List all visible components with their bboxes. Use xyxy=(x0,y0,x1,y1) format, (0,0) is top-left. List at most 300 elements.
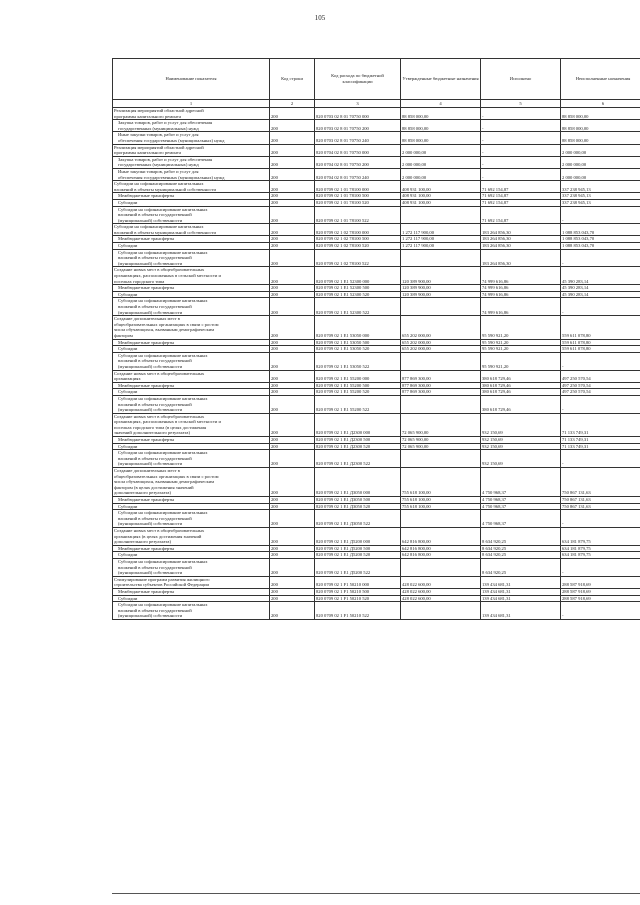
row-executed-amount: 4 750 968,37 xyxy=(481,497,561,504)
table-row xyxy=(113,468,640,497)
row-line-code: 200 xyxy=(270,503,315,510)
row-line-code: 200 xyxy=(270,602,315,620)
row-executed-amount: 95 590 921,20 xyxy=(481,339,561,346)
table-row xyxy=(113,450,640,468)
row-name: Субсидии xyxy=(113,346,270,353)
row-name: Создание новых мест в общеобразовательных организациях, расположенных в сельской местности и поселках городского типа xyxy=(113,267,270,285)
row-classification-code: 820 0709 02 1 01 78100 500 xyxy=(315,193,401,200)
row-classification-code: 820 0709 02 1 F1 50210 500 xyxy=(315,588,401,595)
row-unexecuted-amount: 497 250 570,54 xyxy=(561,370,640,382)
column-number: 4 xyxy=(401,100,481,108)
row-unexecuted-amount: 750 867 131,63 xyxy=(561,497,640,504)
row-approved-amount: 120 389 900,00 xyxy=(401,291,481,298)
table-row xyxy=(113,588,640,595)
row-approved-amount xyxy=(401,510,481,528)
row-unexecuted-amount: 337 238 945,13 xyxy=(561,181,640,193)
row-executed-amount: 139 434 681,31 xyxy=(481,602,561,620)
header-unexecuted: Неисполненные назначения xyxy=(561,59,640,100)
header-approved: Утвержденные бюджетные назначения xyxy=(401,59,481,100)
row-executed-amount: 71 692 154,87 xyxy=(481,181,561,193)
row-unexecuted-amount: - xyxy=(561,352,640,370)
row-name: Создание новых мест в общеобразовательных организациях, расположенных в сельской местности и поселках городского типа (в целях достижения значений дополнительного результата) xyxy=(113,413,270,436)
row-approved-amount: 1 272 117 900,00 xyxy=(401,224,481,236)
row-executed-amount: 139 434 681,31 xyxy=(481,588,561,595)
row-executed-amount: 71 692 154,87 xyxy=(481,193,561,200)
row-approved-amount: 88 858 000,00 xyxy=(401,132,481,144)
row-name: Создание дополнительных мест в общеобразовательных организациях в связи с ростом числа обучающихся, вызванным демографическим фактором xyxy=(113,316,270,339)
row-name: Субсидии на софинансирование капитальных вложений в объекты государственной (муниципальной) собственности xyxy=(113,206,270,224)
row-executed-amount: 8 634 920,25 xyxy=(481,545,561,552)
row-line-code: 200 xyxy=(270,588,315,595)
row-classification-code: 820 0709 02 1 E1 53050 522 xyxy=(315,352,401,370)
row-name: Субсидии xyxy=(113,199,270,206)
column-number: 1 xyxy=(113,100,270,108)
row-line-code: 200 xyxy=(270,249,315,267)
row-line-code: 200 xyxy=(270,370,315,382)
row-line-code: 200 xyxy=(270,346,315,353)
row-name: Иные закупки товаров, работ и услуг для обеспечения государственных (муниципальных) нужд xyxy=(113,132,270,144)
table-row xyxy=(113,413,640,436)
table-row xyxy=(113,199,640,206)
row-unexecuted-amount: - xyxy=(561,249,640,267)
row-approved-amount: 655 202 000,00 xyxy=(401,346,481,353)
row-line-code: 200 xyxy=(270,316,315,339)
row-line-code: 200 xyxy=(270,132,315,144)
row-classification-code: 820 0709 02 1 02 78100 520 xyxy=(315,243,401,250)
row-line-code: 200 xyxy=(270,267,315,285)
row-name: Реализация мероприятий областной адресной программы капитального ремонта xyxy=(113,144,270,156)
row-unexecuted-amount: 288 587 918,69 xyxy=(561,588,640,595)
column-number: 3 xyxy=(315,100,401,108)
row-name: Создание новых мест в общеобразовательных организациях (в целях достижения значений дополнительного результата) xyxy=(113,527,270,545)
row-classification-code: 820 0709 02 1 E1 53050 500 xyxy=(315,339,401,346)
row-unexecuted-amount: - xyxy=(561,510,640,528)
row-approved-amount: 72 065 900,00 xyxy=(401,443,481,450)
table-row xyxy=(113,545,640,552)
row-name: Субсидии на софинансирование капитальных вложений в объекты государственной (муниципальной) собственности xyxy=(113,395,270,413)
row-classification-code: 820 0709 02 1 E1 52300 000 xyxy=(315,267,401,285)
row-classification-code: 820 0709 02 1 E1 55200 500 xyxy=(315,382,401,389)
row-approved-amount: 655 202 000,00 xyxy=(401,316,481,339)
table-row xyxy=(113,298,640,316)
row-classification-code: 820 0709 02 1 E1 55200 000 xyxy=(315,370,401,382)
row-approved-amount xyxy=(401,450,481,468)
row-classification-code: 820 0709 02 1 E1 52300 500 xyxy=(315,285,401,292)
row-classification-code: 820 0709 02 1 E1 Д5200 522 xyxy=(315,558,401,576)
row-approved-amount xyxy=(401,602,481,620)
row-line-code: 200 xyxy=(270,236,315,243)
row-approved-amount xyxy=(401,206,481,224)
row-approved-amount: 408 931 100,00 xyxy=(401,199,481,206)
row-unexecuted-amount: - xyxy=(561,395,640,413)
row-unexecuted-amount: - xyxy=(561,450,640,468)
row-classification-code: 820 0709 02 1 E1 Д5200 500 xyxy=(315,545,401,552)
row-executed-amount: 8 634 920,25 xyxy=(481,527,561,545)
row-executed-amount: 74 999 616,86 xyxy=(481,291,561,298)
row-classification-code: 820 0709 02 1 E1 Д2300 000 xyxy=(315,413,401,436)
row-approved-amount: 2 000 000,00 xyxy=(401,144,481,156)
row-executed-amount: 74 999 616,86 xyxy=(481,267,561,285)
row-approved-amount: 88 858 000,00 xyxy=(401,120,481,132)
row-executed-amount: - xyxy=(481,132,561,144)
row-unexecuted-amount: - xyxy=(561,206,640,224)
row-name: Субсидии на софинансирование капитальных вложений в объекты государственной (муниципальной) собственности xyxy=(113,558,270,576)
row-name: Субсидии xyxy=(113,243,270,250)
table-row xyxy=(113,339,640,346)
row-classification-code: 820 0709 02 1 F1 50210 520 xyxy=(315,595,401,602)
row-executed-amount: - xyxy=(481,144,561,156)
row-unexecuted-amount: 88 858 000,00 xyxy=(561,108,640,120)
table-row xyxy=(113,120,640,132)
row-approved-amount xyxy=(401,298,481,316)
row-executed-amount: 139 434 681,31 xyxy=(481,576,561,588)
row-unexecuted-amount: - xyxy=(561,602,640,620)
row-unexecuted-amount: 559 611 078,80 xyxy=(561,316,640,339)
row-approved-amount: 428 022 600,00 xyxy=(401,595,481,602)
row-unexecuted-amount: 634 181 879,75 xyxy=(561,552,640,559)
row-classification-code: 820 0703 02 8 01 70750 240 xyxy=(315,132,401,144)
column-number: 5 xyxy=(481,100,561,108)
table-row xyxy=(113,443,640,450)
table-header-row xyxy=(113,59,640,100)
row-unexecuted-amount: 88 858 000,00 xyxy=(561,132,640,144)
row-unexecuted-amount: 1 088 853 043,70 xyxy=(561,243,640,250)
row-approved-amount: 642 816 800,00 xyxy=(401,527,481,545)
row-approved-amount: 755 618 100,00 xyxy=(401,497,481,504)
row-classification-code: 820 0704 02 8 01 70750 200 xyxy=(315,156,401,168)
row-line-code: 200 xyxy=(270,144,315,156)
row-name: Межбюджетные трансферты xyxy=(113,236,270,243)
table-row xyxy=(113,527,640,545)
table-row xyxy=(113,389,640,396)
row-unexecuted-amount: 88 858 000,00 xyxy=(561,120,640,132)
row-approved-amount xyxy=(401,352,481,370)
row-line-code: 200 xyxy=(270,545,315,552)
row-approved-amount xyxy=(401,558,481,576)
row-executed-amount: 380 618 729,46 xyxy=(481,382,561,389)
table-row xyxy=(113,370,640,382)
row-classification-code: 820 0709 02 1 E1 55200 522 xyxy=(315,395,401,413)
header-executed: Исполнено xyxy=(481,59,561,100)
row-executed-amount: 74 999 616,86 xyxy=(481,298,561,316)
row-line-code: 200 xyxy=(270,389,315,396)
row-line-code: 200 xyxy=(270,291,315,298)
row-unexecuted-amount: - xyxy=(561,558,640,576)
table-row xyxy=(113,497,640,504)
table-row xyxy=(113,168,640,180)
row-executed-amount: 8 634 920,25 xyxy=(481,552,561,559)
row-approved-amount: 2 000 000,00 xyxy=(401,156,481,168)
row-classification-code: 820 0709 02 1 E1 Д2300 522 xyxy=(315,450,401,468)
row-line-code: 200 xyxy=(270,576,315,588)
row-unexecuted-amount: 45 390 283,14 xyxy=(561,291,640,298)
row-approved-amount: 2 000 000,00 xyxy=(401,168,481,180)
row-line-code: 200 xyxy=(270,224,315,236)
row-executed-amount: 95 590 921,20 xyxy=(481,352,561,370)
row-executed-amount: 8 634 920,25 xyxy=(481,558,561,576)
row-name: Межбюджетные трансферты xyxy=(113,193,270,200)
table-row xyxy=(113,206,640,224)
row-executed-amount: 95 590 921,20 xyxy=(481,346,561,353)
table-row xyxy=(113,576,640,588)
row-executed-amount: 380 618 729,46 xyxy=(481,389,561,396)
table-row xyxy=(113,193,640,200)
row-name: Субсидии xyxy=(113,389,270,396)
row-executed-amount: 4 750 968,37 xyxy=(481,510,561,528)
row-unexecuted-amount: 71 133 749,31 xyxy=(561,443,640,450)
row-unexecuted-amount: 559 611 078,80 xyxy=(561,339,640,346)
row-classification-code: 820 0709 02 1 E1 Д3050 522 xyxy=(315,510,401,528)
row-unexecuted-amount: 497 250 570,54 xyxy=(561,382,640,389)
row-approved-amount: 428 022 600,00 xyxy=(401,576,481,588)
row-executed-amount: 4 750 968,37 xyxy=(481,468,561,497)
row-unexecuted-amount: - xyxy=(561,298,640,316)
row-line-code: 200 xyxy=(270,527,315,545)
row-executed-amount: 380 618 729,46 xyxy=(481,370,561,382)
column-number: 6 xyxy=(561,100,640,108)
table-row xyxy=(113,602,640,620)
row-line-code: 200 xyxy=(270,193,315,200)
row-name: Межбюджетные трансферты xyxy=(113,285,270,292)
row-classification-code: 820 0709 02 1 E1 55200 520 xyxy=(315,389,401,396)
row-name: Межбюджетные трансферты xyxy=(113,588,270,595)
row-classification-code: 820 0709 02 1 02 78100 000 xyxy=(315,224,401,236)
row-unexecuted-amount: 2 000 000,00 xyxy=(561,144,640,156)
row-classification-code: 820 0703 02 8 01 70750 000 xyxy=(315,108,401,120)
row-line-code: 200 xyxy=(270,206,315,224)
row-line-code: 200 xyxy=(270,382,315,389)
row-classification-code: 820 0709 02 1 E1 53050 000 xyxy=(315,316,401,339)
row-name: Создание новых мест в общеобразовательных организациях xyxy=(113,370,270,382)
row-line-code: 200 xyxy=(270,120,315,132)
row-name: Реализация мероприятий областной адресной программы капитального ремонта xyxy=(113,108,270,120)
row-line-code: 200 xyxy=(270,497,315,504)
row-classification-code: 820 0709 02 1 E1 52300 522 xyxy=(315,298,401,316)
row-unexecuted-amount: 71 133 749,31 xyxy=(561,437,640,444)
footer-divider xyxy=(112,893,640,894)
row-classification-code: 820 0709 02 1 01 78100 520 xyxy=(315,199,401,206)
row-line-code: 200 xyxy=(270,558,315,576)
row-unexecuted-amount: 497 250 570,54 xyxy=(561,389,640,396)
table-row xyxy=(113,285,640,292)
row-name: Стимулирование программ развития жилищного строительства субъектов Российской Федерации xyxy=(113,576,270,588)
row-approved-amount xyxy=(401,249,481,267)
row-line-code: 200 xyxy=(270,108,315,120)
table-row xyxy=(113,156,640,168)
row-executed-amount: 71 692 154,87 xyxy=(481,199,561,206)
row-approved-amount: 877 869 300,00 xyxy=(401,370,481,382)
row-name: Субсидии на софинансирование капитальных вложений в объекты государственной (муниципальной) собственности xyxy=(113,249,270,267)
row-classification-code: 820 0709 02 1 E1 Д5200 520 xyxy=(315,552,401,559)
row-name: Субсидии на софинансирование капитальных вложений в объекты муниципальной собственности xyxy=(113,224,270,236)
row-unexecuted-amount: 2 000 000,00 xyxy=(561,156,640,168)
row-executed-amount: 932 150,69 xyxy=(481,443,561,450)
row-classification-code: 820 0709 02 1 F1 50210 000 xyxy=(315,576,401,588)
row-name: Закупка товаров, работ и услуг для обеспечения государственных (муниципальных) нужд xyxy=(113,156,270,168)
row-unexecuted-amount: 45 390 283,14 xyxy=(561,285,640,292)
row-line-code: 200 xyxy=(270,298,315,316)
table-row xyxy=(113,224,640,236)
table-row xyxy=(113,595,640,602)
row-approved-amount: 428 022 600,00 xyxy=(401,588,481,595)
row-line-code: 200 xyxy=(270,595,315,602)
row-name: Межбюджетные трансферты xyxy=(113,437,270,444)
row-classification-code: 820 0709 02 1 E1 Д3050 500 xyxy=(315,497,401,504)
row-classification-code: 820 0704 02 8 01 70750 240 xyxy=(315,168,401,180)
row-unexecuted-amount: 750 867 131,63 xyxy=(561,468,640,497)
row-classification-code: 820 0709 02 1 02 78100 500 xyxy=(315,236,401,243)
row-approved-amount: 755 618 100,00 xyxy=(401,503,481,510)
row-classification-code: 820 0704 02 8 01 70750 000 xyxy=(315,144,401,156)
header-indicator-name: Наименование показателя xyxy=(113,59,270,100)
row-classification-code: 820 0709 02 1 01 78100 000 xyxy=(315,181,401,193)
row-name: Субсидии на софинансирование капитальных вложений в объекты государственной (муниципальной) собственности xyxy=(113,298,270,316)
table-row xyxy=(113,243,640,250)
row-line-code: 200 xyxy=(270,552,315,559)
row-name: Субсидии xyxy=(113,595,270,602)
row-unexecuted-amount: 337 238 945,13 xyxy=(561,193,640,200)
column-number-row xyxy=(113,100,640,108)
row-line-code: 200 xyxy=(270,156,315,168)
row-classification-code: 820 0709 02 1 E1 Д5200 000 xyxy=(315,527,401,545)
row-name: Межбюджетные трансферты xyxy=(113,545,270,552)
row-approved-amount: 1 272 117 900,00 xyxy=(401,236,481,243)
row-line-code: 200 xyxy=(270,395,315,413)
row-unexecuted-amount: 288 587 918,69 xyxy=(561,595,640,602)
table-row xyxy=(113,395,640,413)
table-row xyxy=(113,437,640,444)
table-row xyxy=(113,108,640,120)
row-executed-amount: 139 434 681,31 xyxy=(481,595,561,602)
row-name: Создание дополнительных мест в общеобразовательных организациях в связи с ростом числа обучающихся, вызванным демографическим фактором (в целях достижения значений дополнительного результата) xyxy=(113,468,270,497)
row-name: Субсидии xyxy=(113,443,270,450)
table-row xyxy=(113,236,640,243)
table-row xyxy=(113,503,640,510)
row-executed-amount: - xyxy=(481,108,561,120)
row-unexecuted-amount: 559 611 078,80 xyxy=(561,346,640,353)
row-executed-amount: - xyxy=(481,168,561,180)
table-row xyxy=(113,291,640,298)
row-approved-amount: 120 389 900,00 xyxy=(401,267,481,285)
row-approved-amount: 755 618 100,00 xyxy=(401,468,481,497)
row-line-code: 200 xyxy=(270,450,315,468)
row-line-code: 200 xyxy=(270,199,315,206)
table-body xyxy=(113,108,640,620)
row-classification-code: 820 0709 02 1 01 78100 522 xyxy=(315,206,401,224)
table-row xyxy=(113,249,640,267)
table-row xyxy=(113,267,640,285)
table-row xyxy=(113,510,640,528)
row-executed-amount: 183 264 856,30 xyxy=(481,243,561,250)
row-name: Субсидии xyxy=(113,552,270,559)
row-unexecuted-amount: 1 088 853 043,70 xyxy=(561,224,640,236)
row-line-code: 200 xyxy=(270,437,315,444)
row-executed-amount: 95 590 921,20 xyxy=(481,316,561,339)
row-approved-amount xyxy=(401,395,481,413)
row-name: Субсидии на софинансирование капитальных вложений в объекты государственной (муниципальной) собственности xyxy=(113,510,270,528)
row-approved-amount: 72 065 900,00 xyxy=(401,413,481,436)
row-name: Субсидии xyxy=(113,503,270,510)
row-approved-amount: 642 816 800,00 xyxy=(401,552,481,559)
row-unexecuted-amount: 634 181 879,75 xyxy=(561,527,640,545)
row-approved-amount: 877 869 300,00 xyxy=(401,382,481,389)
row-line-code: 200 xyxy=(270,181,315,193)
row-executed-amount: 74 999 616,86 xyxy=(481,285,561,292)
table-row xyxy=(113,382,640,389)
row-line-code: 200 xyxy=(270,510,315,528)
row-name: Субсидии на софинансирование капитальных вложений в объекты государственной (муниципальной) собственности xyxy=(113,450,270,468)
row-executed-amount: 183 264 856,30 xyxy=(481,249,561,267)
row-name: Закупка товаров, работ и услуг для обеспечения государственных (муниципальных) нужд xyxy=(113,120,270,132)
row-unexecuted-amount: 634 181 879,75 xyxy=(561,545,640,552)
row-approved-amount: 1 272 117 900,00 xyxy=(401,243,481,250)
row-name: Субсидии на софинансирование капитальных вложений в объекты государственной (муниципальной) собственности xyxy=(113,602,270,620)
row-name: Межбюджетные трансферты xyxy=(113,382,270,389)
row-name: Межбюджетные трансферты xyxy=(113,339,270,346)
row-approved-amount: 655 202 000,00 xyxy=(401,339,481,346)
table-row xyxy=(113,346,640,353)
row-classification-code: 820 0709 02 1 E1 Д2300 500 xyxy=(315,437,401,444)
row-unexecuted-amount: 288 587 918,69 xyxy=(561,576,640,588)
row-line-code: 200 xyxy=(270,243,315,250)
row-approved-amount: 120 389 900,00 xyxy=(401,285,481,292)
row-approved-amount: 408 931 100,00 xyxy=(401,181,481,193)
row-classification-code: 820 0709 02 1 E1 Д3050 520 xyxy=(315,503,401,510)
row-unexecuted-amount: 1 088 853 043,70 xyxy=(561,236,640,243)
row-approved-amount: 877 869 300,00 xyxy=(401,389,481,396)
row-name: Субсидии на софинансирование капитальных вложений в объекты государственной (муниципальной) собственности xyxy=(113,352,270,370)
row-name: Субсидии xyxy=(113,291,270,298)
row-name: Иные закупки товаров, работ и услуг для обеспечения государственных (муниципальных) нужд xyxy=(113,168,270,180)
row-unexecuted-amount: 71 133 749,31 xyxy=(561,413,640,436)
row-classification-code: 820 0709 02 1 E1 Д2300 520 xyxy=(315,443,401,450)
row-unexecuted-amount: 45 390 283,14 xyxy=(561,267,640,285)
row-line-code: 200 xyxy=(270,285,315,292)
row-executed-amount: - xyxy=(481,156,561,168)
row-name: Межбюджетные трансферты xyxy=(113,497,270,504)
row-classification-code: 820 0709 02 1 F1 50210 522 xyxy=(315,602,401,620)
header-classification-code: Код расхода по бюджетной классификации xyxy=(315,59,401,100)
table-row xyxy=(113,316,640,339)
row-line-code: 200 xyxy=(270,339,315,346)
row-classification-code: 820 0709 02 1 02 78100 522 xyxy=(315,249,401,267)
row-executed-amount: 4 750 968,37 xyxy=(481,503,561,510)
budget-execution-table xyxy=(112,58,640,620)
row-executed-amount: 183 264 856,30 xyxy=(481,236,561,243)
row-line-code: 200 xyxy=(270,352,315,370)
page-number: 105 xyxy=(314,14,326,22)
row-line-code: 200 xyxy=(270,413,315,436)
row-line-code: 200 xyxy=(270,468,315,497)
row-name: Субсидии на софинансирование капитальных вложений в объекты муниципальной собственности xyxy=(113,181,270,193)
table-row xyxy=(113,558,640,576)
row-line-code: 200 xyxy=(270,168,315,180)
row-classification-code: 820 0709 02 1 E1 53050 520 xyxy=(315,346,401,353)
row-line-code: 200 xyxy=(270,443,315,450)
row-executed-amount: 380 618 729,46 xyxy=(481,395,561,413)
row-approved-amount: 642 816 800,00 xyxy=(401,545,481,552)
row-unexecuted-amount: 337 238 945,13 xyxy=(561,199,640,206)
row-executed-amount: - xyxy=(481,120,561,132)
row-unexecuted-amount: 750 867 131,63 xyxy=(561,503,640,510)
row-executed-amount: 71 692 154,87 xyxy=(481,206,561,224)
table-row xyxy=(113,181,640,193)
row-classification-code: 820 0703 02 8 01 70750 200 xyxy=(315,120,401,132)
row-classification-code: 820 0709 02 1 E1 52300 520 xyxy=(315,291,401,298)
table-row xyxy=(113,552,640,559)
row-approved-amount: 88 858 000,00 xyxy=(401,108,481,120)
table-row xyxy=(113,144,640,156)
